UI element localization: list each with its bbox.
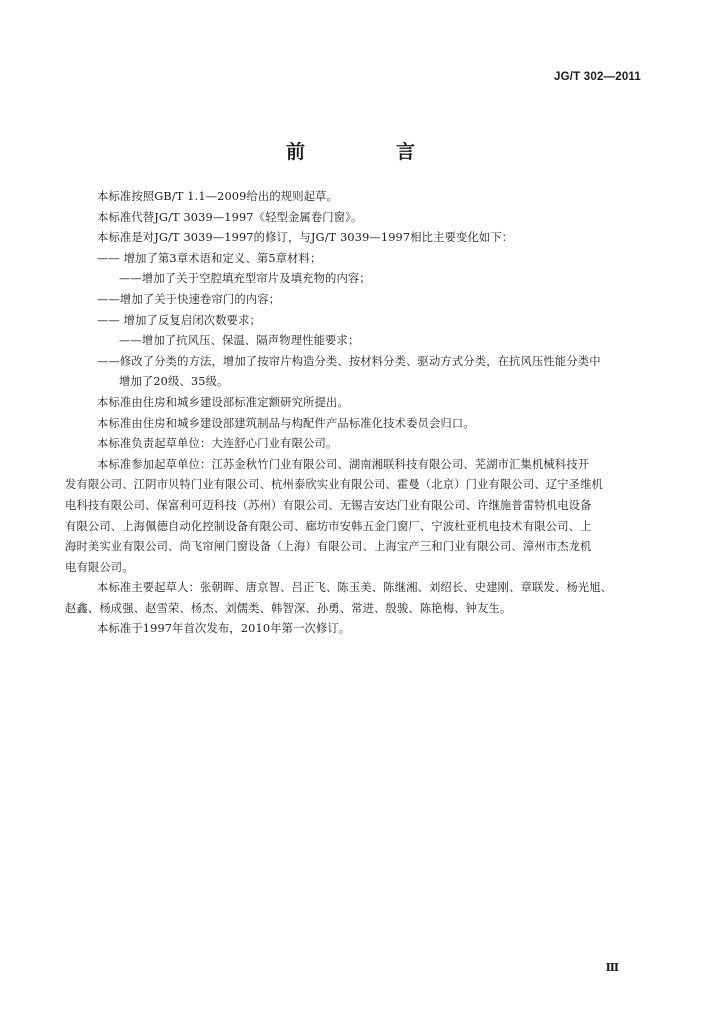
paragraph-line: 本标准由住房和城乡建设部建筑制品与构配件产品标准化技术委员会归口。 [97,416,475,430]
change-item: —— 增加了第3章术语和定义、第5章材料； [97,251,322,265]
paragraph-continuation: 电科技有限公司、保富利可迈科技（苏州）有限公司、无锡吉安达门业有限公司、许继施普雷特机电设备 [65,498,592,512]
change-item: ——修改了分类的方法，增加了按帘片构造分类、按材料分类、驱动方式分类，在抗风压性能分类中 [97,354,601,368]
paragraph-line: 本标准参加起草单位：江苏金秋竹门业有限公司、湖南湘联科技有限公司、芜湖市汇集机械科技开 [97,457,590,471]
page-number: Ⅲ [605,961,619,974]
standard-code: JG/T 302—2011 [554,71,641,83]
change-item-continuation: 增加了20级、35级。 [119,375,229,389]
change-item: —— 增加了反复启闭次数要求； [97,313,261,327]
paragraph-line: 本标准代替JG/T 3039—1997《轻型金属卷门窗》。 [97,210,363,224]
paragraph-line: 本标准负责起草单位：大连舒心门业有限公司。 [97,437,338,451]
paragraph-line: 本标准主要起草人：张朝晖、唐京智、吕正飞、陈玉美、陈继湘、刘绍长、史建刚、章联发、杨光旭、 [97,581,613,595]
paragraph-continuation: 赵鑫、杨成强、赵雪荣、杨杰、刘儒类、韩智深、孙勇、常进、殷骏、陈艳梅、钟友生。 [65,601,512,615]
paragraph-line: 本标准于1997年首次发布，2010年第一次修订。 [97,622,351,636]
paragraph-continuation: 海时美实业有限公司、尚飞帘闸门窗设备（上海）有限公司、上海宝产三和门业有限公司、漳州市杰龙机 [65,540,592,554]
change-item: ——增加了关于快速卷帘门的内容； [97,292,281,306]
change-item: ——增加了抗风压、保温、隔声物理性能要求； [119,334,360,348]
paragraph-continuation: 电有限公司。 [65,560,134,574]
paragraph-line: 本标准是对JG/T 3039—1997的修订，与JG/T 3039—1997相比主要变化如下： [97,231,514,245]
preface-body [65,187,645,640]
paragraph-continuation: 发有限公司、江阴市贝特门业有限公司、杭州泰欣实业有限公司、霍曼（北京）门业有限公司、辽宁圣维机 [65,478,604,492]
paragraph-continuation: 有限公司、上海佩德自动化控制设备有限公司、廊坊市安韩五金门窗厂、宁波杜亚机电技术有限公司、上 [65,519,592,533]
paragraph-line: 本标准由住房和城乡建设部标准定额研究所提出。 [97,395,349,409]
paragraph-line: 本标准按照GB/T 1.1—2009给出的规则起草。 [97,190,339,203]
change-item: ——增加了关于空腔填充型帘片及填充物的内容； [119,272,371,286]
page-title: 前 言 [285,141,451,163]
